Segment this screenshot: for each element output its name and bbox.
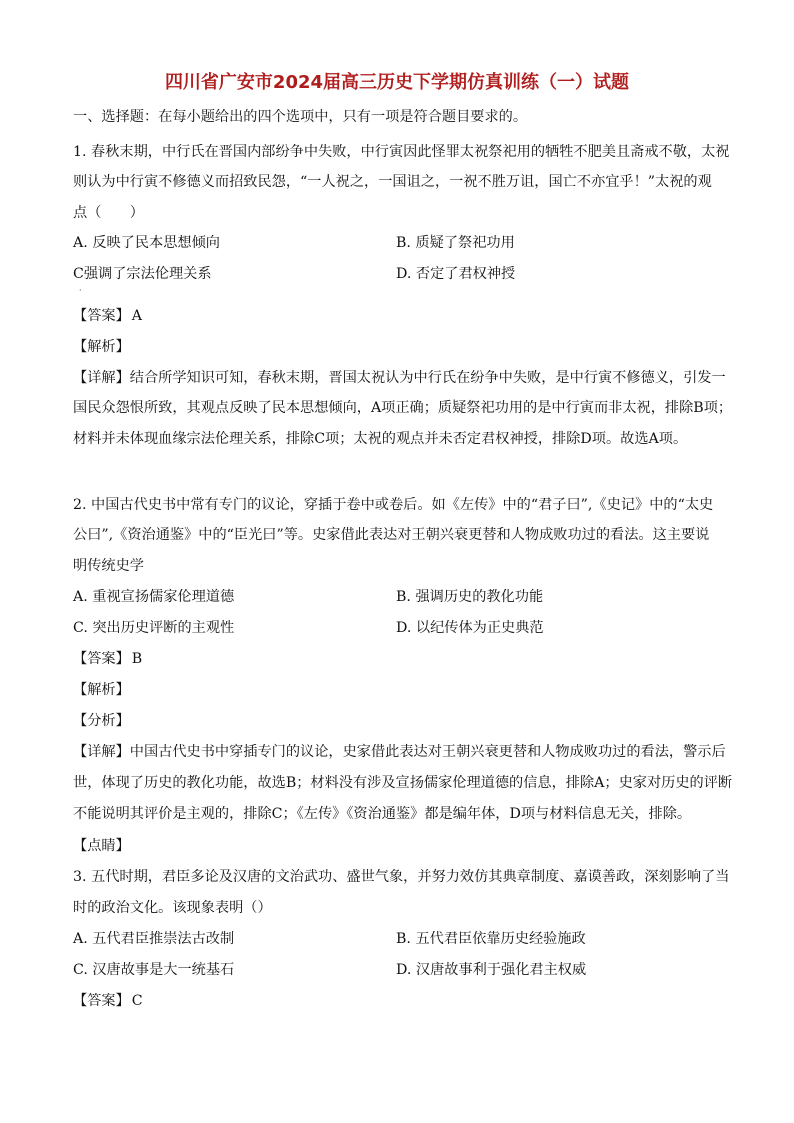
question-3-line-2: 时的政治文化。该现象表明（） [73,900,272,916]
question-2-answer [73,649,142,669]
answer-value: A [131,308,143,324]
question-3-answer [73,991,143,1011]
question-2-detail-line-1: 【详解】中国古代史书中穿插专门的议论，史家借此表达对王朝兴衰更替和人物成败功过的看法，警示后 [73,744,726,760]
section-heading: 一、选择题：在每小题给出的四个选项中，只有一项是符合题目要求的。 [73,109,528,125]
question-2-option-b: B. 强调历史的教化功能 [396,589,544,605]
question-3-option-b: B. 五代君臣依靠历史经验施政 [396,931,586,947]
question-1-detail-line-3: 材料并未体现血缘宗法伦理关系，排除C项；太祝的观点并未否定君权神授，排除D项。故选A项。 [73,431,688,447]
question-1-analysis-label: 【解析】 [73,339,130,355]
question-2-line-3: 明传统史学 [73,558,144,574]
question-1-option-c: C强调了宗法伦理关系 [73,266,212,282]
question-1-answer [73,306,142,326]
stray-dot-mark: · [79,286,82,295]
question-2-detail-line-2: 世，体现了历史的教化功能，故选B；材料没有涉及宣扬儒家伦理道德的信息，排除A；史家对历史的评断 [73,775,733,791]
answer-value: C [131,993,143,1009]
answer-label: 【答案】 [73,651,130,667]
question-2-line-2: 公曰”,《资治通鉴》中的“臣光曰”等。史家借此表达对王朝兴衰更替和人物成败功过的看法。这主要说 [73,527,710,543]
question-1-detail-line-1: 【详解】结合所学知识可知，春秋末期，晋国太祝认为中行氏在纷争中失败，是中行寅不修德义，引发一 [73,370,726,386]
question-1-option-d: D. 否定了君权神授 [396,266,516,282]
question-1-detail-line-2: 国民众怨恨所致，其观点反映了民本思想倾向，A项正确；质疑祭祀功用的是中行寅而非太祝，排除B项； [73,400,733,416]
question-1-option-b: B. 质疑了祭祀功用 [396,235,515,251]
question-2-option-c: C. 突出历史评断的主观性 [73,620,235,636]
question-3-option-a: A. 五代君臣推崇法古改制 [73,931,235,947]
question-1-line-1: 1. 春秋末期，中行氏在晋国内部纷争中失败，中行寅因此怪罪太祝祭祀用的牺牲不肥美且斋戒不敬，太祝 [73,144,730,160]
document-title: 四川省广安市2024届高三历史下学期仿真训练（一）试题 [164,72,630,93]
question-2-detail-line-3: 不能说明其评价是主观的，排除C；《左传》《资治通鉴》都是编年体，D项与材料信息无关，排除。 [73,806,692,822]
question-1-line-3: 点（ ） [73,205,144,221]
question-2-line-1: 2. 中国古代史书中常有专门的议论，穿插于卷中或卷后。如《左传》中的“君子曰”,《史记》中的“太史 [73,497,714,513]
answer-value: B [131,651,143,667]
question-2-dianjing-label: 【点睛】 [73,838,130,854]
question-1-option-a: A. 反映了民本思想倾向 [73,235,220,251]
question-3-option-d: D. 汉唐故事利于强化君主权威 [396,962,587,978]
question-2-analysis-label: 【解析】 [73,682,130,698]
answer-label: 【答案】 [73,308,130,324]
question-3-line-1: 3. 五代时期，君臣多论及汉唐的文治武功、盛世气象，并努力效仿其典章制度、嘉谟善政，深刻影响了当 [73,869,730,885]
question-1-line-2: 则认为中行寅不修德义而招致民怨，“一人祝之，一国诅之，一祝不胜万诅，国亡不亦宜乎！”太祝的观 [73,174,712,190]
answer-label: 【答案】 [73,993,130,1009]
question-3-option-c: C. 汉唐故事是大一统基石 [73,962,235,978]
question-2-fenxi-label: 【分析】 [73,713,130,729]
question-2-option-a: A. 重视宣扬儒家伦理道德 [73,589,235,605]
question-2-option-d: D. 以纪传体为正史典范 [396,620,544,636]
